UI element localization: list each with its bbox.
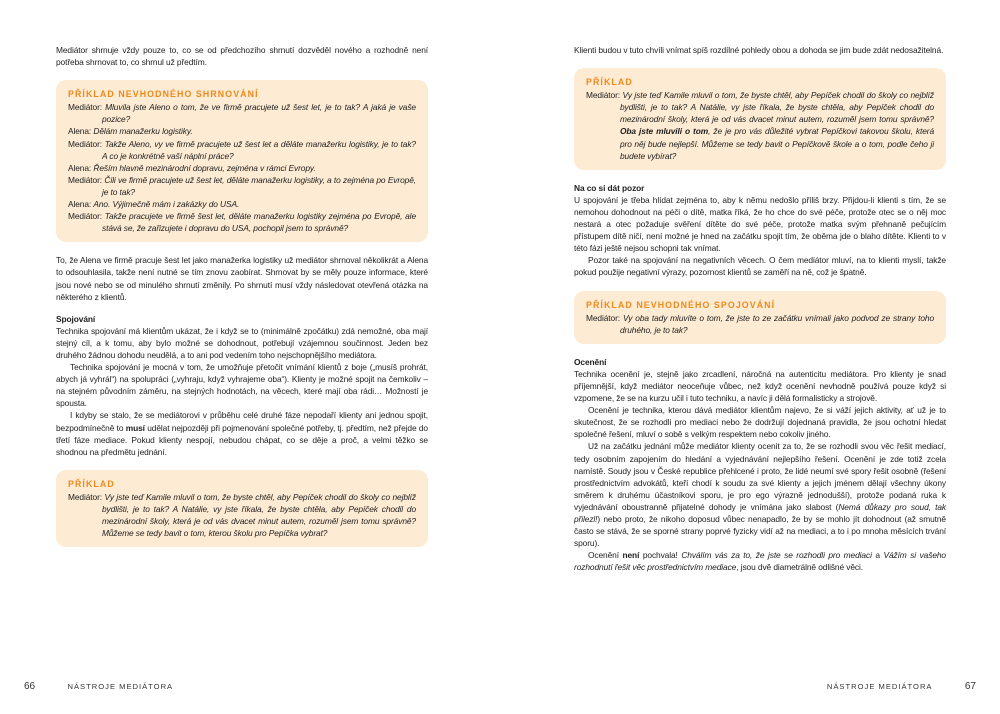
paragraph: Ocenění je technika, kterou dává mediátor klientům najevo, že si váží jejich aktivity, ať už je to skutečnost, že se rozhodli pro mediaci nebo že dodržují dojednaná pravidla, že jsou ochotní hledat společné řešení, mluví o sobě s velkým respektem nebo cokoliv jiného. — [574, 405, 946, 440]
speech-text: Takže Aleno, vy ve firmě pracujete už šest let a děláte manažerku logistiky, je to tak? A co je konkrétně vaší náplní práce? — [102, 138, 416, 161]
text-run: pochvala! — [639, 550, 682, 561]
speech-text: , že je pro vás důležité vybrat Pepíčkovi takovou školu, která pro něj bude nejlepší. Můžeme se tedy bavit o Pepíčkově škole a o tom, podle čeho ji budete vybírat? — [620, 126, 934, 161]
dialogue-list — [68, 101, 416, 234]
dialogue-line — [68, 162, 416, 174]
speech-text: Ano. Výjimečně mám i zakázky do USA. — [93, 199, 240, 210]
box-title: PŘÍKLAD NEVHODNÉHO SHRNOVÁNÍ — [68, 89, 259, 100]
left-column — [56, 44, 428, 559]
paragraph: Pozor také na spojování na negativních věcech. O čem mediátor mluví, na to klienti myslí, takže pokud použije negativní výrazy, pozornost klientů se zaměří na ně, což je špatně. — [574, 255, 946, 278]
emphasis: musí — [125, 422, 145, 433]
text-run: udělat nejpozději při pojmenování společné potřeby, tj. předtím, než přejde do třetí fáze mediace. Pokud klienty nespojí, nebudou chápat, co se děje a proč, a velmi těžko se shodnou na předmětu jednání. — [56, 422, 428, 457]
running-title: NÁSTROJE MEDIÁTORA — [67, 682, 174, 691]
paragraph — [574, 549, 946, 573]
paragraph: Technika spojování má klientům ukázat, že i když se to (minimálně zpočátku) zdá nemožné, oba mají stejný cíl, a k tomu, aby bylo možné se dohodnout, potřebují vzájemnou součinnost. Jeden bez druhého žádnou dohodu neudělá, a to ani pod vedením toho nejschopnějšího mediátora. — [56, 325, 428, 360]
speech-text: Vy oba tady mluvíte o tom, že jste to ze začátku vnímali jako podvod ze strany toho druhého, je to tak? — [620, 312, 935, 335]
intro-paragraph: Mediátor shrnuje vždy pouze to, co se od předchozího shrnutí dozvěděl nového a rozhodně není potřeba shrnovat to, co shrnul už předtím. — [56, 45, 428, 68]
speaker-label: Alena: — [68, 126, 92, 137]
speech-text: Takže pracujete ve firmě šest let, děláte manažerku logistiky zejména po Evropě, ale stává se, že zařizujete i dopravu do USA, pochopil jsem to správně? — [102, 211, 416, 234]
italic-quote: Chválím vás za to, že jste se rozhodli pro mediaci — [681, 550, 872, 561]
speaker-label: Alena: — [68, 162, 92, 173]
dialogue-line — [68, 101, 416, 125]
dialogue-line — [68, 125, 416, 137]
paragraph: Technika ocenění je, stejně jako zrcadlení, náročná na autenticitu mediátora. Pro klienty je snad příjemnější, když mediátor neoceňuje vůbec, než když ocenění nevhodně používá pouze když si vzpomene, že se na kurzu učil i tuto techniku, a navíc ji dělá formalisticky a strojově. — [574, 368, 946, 404]
paragraph: To, že Alena ve firmě pracuje šest let jako manažerka logistiky už mediátor shrnoval několikrát a Alena to odsouhlasila, takže není nutné se tím znovu zaobírat. Shrnovat by se měly pouze informace, které jsou nové nebo se od minulého shrnutí změnily. Po shrnutí musí vždy následovat otevřená otázka na některého z klientů. — [56, 255, 428, 302]
paragraph — [574, 440, 946, 549]
intro-paragraph: Klienti budou v tuto chvíli vnímat spíš rozdílné pohledy obou a dohoda se jim bude zdát nedosažitelná. — [574, 45, 944, 55]
paragraph: U spojování je třeba hlídat zejména to, aby k němu nedošlo příliš brzy. Přijdou-li klienti s tím, že se nemohou dohodnout na péči o dítě, matka říká, že ho chce do své péče, protože otec se o něj moc nestará a otec požaduje svěření dítěte do své péče, protože matka svým přehnaně pečujícím přístupem dítě ničí, není možné je hned na začátku spojit tím, že oběma jde o blaho dítěte. Klienti to v této fázi ještě nejsou schopni tak vnímat. — [574, 194, 946, 254]
box-title: PŘÍKLAD — [586, 77, 633, 88]
dialogue-line — [68, 491, 416, 539]
example-box — [56, 470, 428, 547]
footer-right — [827, 680, 976, 693]
section-heading-spojovani: Spojování — [56, 313, 96, 324]
page-number: 67 — [964, 681, 976, 692]
dialogue-line — [68, 198, 416, 210]
speaker-label: Mediátor: — [68, 102, 103, 113]
example-box — [574, 68, 946, 170]
speech-text: Vy jste teď Kamile mluvil o tom, že byste chtěl, aby Pepíček chodil do školy co nejblíž bydlišti, je to tak? A Natálie, vy jste říkala, že byste chtěla, aby Pepíček chodil do mezinárodní školy, která je od vás dvacet minut autem, rozuměl jsem tomu správně? — [620, 90, 934, 125]
text-run: I kdyby se stalo, že se mediátorovi v průběhu celé druhé fáze nepodaří klienty ani jednou spojit, bezpodmínečně to — [56, 410, 428, 433]
right-column — [574, 44, 946, 573]
speech-text: Vy jste teď Kamile mluvil o tom, že byste chtěl, aby Pepíček chodil do školy co nejblíž bydlišti, je to tak? A Natálie, vy jste říkala, že byste chtěla, aby Pepíček chodil do mezinárodní školy, která je od vás dvacet minut autem, rozuměl jsem tomu správně? Můžeme se tedy bavit o tom, kterou školu pro Pepíčka vybrat? — [102, 491, 416, 539]
speaker-label: Mediátor: — [68, 174, 103, 185]
dialogue-line — [68, 174, 416, 198]
text-run: Ocenění — [588, 550, 623, 561]
example-box-bad-joining — [574, 291, 946, 344]
text-run: a — [871, 550, 884, 561]
speech-text: Čili ve firmě pracujete už šest let, děláte manažerku logistiky, a to zejména po Evropě, je to tak? — [102, 174, 416, 197]
paragraph: Technika spojování je mocná v tom, že umožňuje přetočit vnímání klientů z boje („musíš prohrát, abych já vyhrál“) na spolupráci („vyhraju, když vyhrajeme oba“). Klienty je možné spojit na čemkoliv – na stejném původním záměru, na stejných hodnotách, na věcech, které mají oba rádi… Možností je spousta. — [56, 362, 428, 409]
page-number: 66 — [24, 681, 36, 692]
footer-left — [24, 680, 173, 693]
speaker-label: Mediátor: — [68, 211, 103, 222]
speaker-label: Mediátor: — [586, 90, 621, 101]
section-heading-oceneni: Ocenění — [574, 356, 607, 367]
box-title: PŘÍKLAD — [68, 478, 115, 489]
speaker-label: Mediátor: — [68, 138, 103, 149]
emphasis: není — [622, 550, 640, 561]
speaker-label: Mediátor: — [586, 312, 621, 323]
text-run: Už na začátku jednání může mediátor klienty ocenit za to, že se rozhodli svou věc řešit mediací, tedy osobním zapojením do hledání a vyjednávání nejlepšího řešení. Ocenění je zde totiž zcela namístě. Soudy jsou v České republice přehlcené i proto, že lidé neumí své spory řešit osobně (řešení prostřednictvím advokátů, kteří chodí k soudu za své klienty a jejich jménem dělají všechny úkony směrem k druhému účastníkovi sporu, je pro ego výrazně jednodušší), protože podaná ruka k vyjednávání oboustranně přijatelné dohody je vnímána jako slabost ( — [574, 441, 946, 512]
speech-text: Mluvila jste Aleno o tom, že ve firmě pracujete už šest let, je to tak? A jaká je vaše pozice? — [102, 102, 416, 125]
speaker-label: Mediátor: — [68, 491, 103, 502]
speech-text: Řeším hlavně mezinárodní dopravu, zejména v rámci Evropy. — [93, 162, 316, 173]
dialogue-line — [68, 138, 416, 162]
section-heading-pozor: Na co si dát pozor — [574, 182, 645, 193]
text-run: ) nebo proto, že nikoho doposud vůbec nenapadlo, že by se mohlo jít dohodnout (až smutně často se stává, že se sporné strany poprvé fyzicky vidí až na mediaci, a to i po mnoha měsících trvání sporu). — [574, 514, 946, 549]
speaker-label: Alena: — [68, 199, 92, 210]
dialogue-line — [586, 89, 934, 162]
speech-text: Dělám manažerku logistiky. — [93, 126, 193, 137]
dialogue-line — [586, 312, 934, 336]
running-title: NÁSTROJE MEDIÁTORA — [826, 682, 933, 691]
text-run: , jsou dvě diametrálně odlišné věci. — [736, 562, 863, 573]
dialogue-line — [68, 210, 416, 234]
right-page — [500, 0, 1000, 714]
paragraph — [56, 409, 428, 457]
italic-quote: Vážím si vašeho rozhodnutí řešit věc prostřednictvím mediace — [574, 550, 946, 573]
speech-emphasis: Oba jste mluvili o tom — [620, 126, 709, 137]
box-title: PŘÍKLAD NEVHODNÉHO SPOJOVÁNÍ — [586, 299, 776, 310]
italic-quote: Nemá důkazy pro soud, tak přilezl! — [574, 501, 946, 524]
example-box-bad-summary — [56, 80, 428, 242]
